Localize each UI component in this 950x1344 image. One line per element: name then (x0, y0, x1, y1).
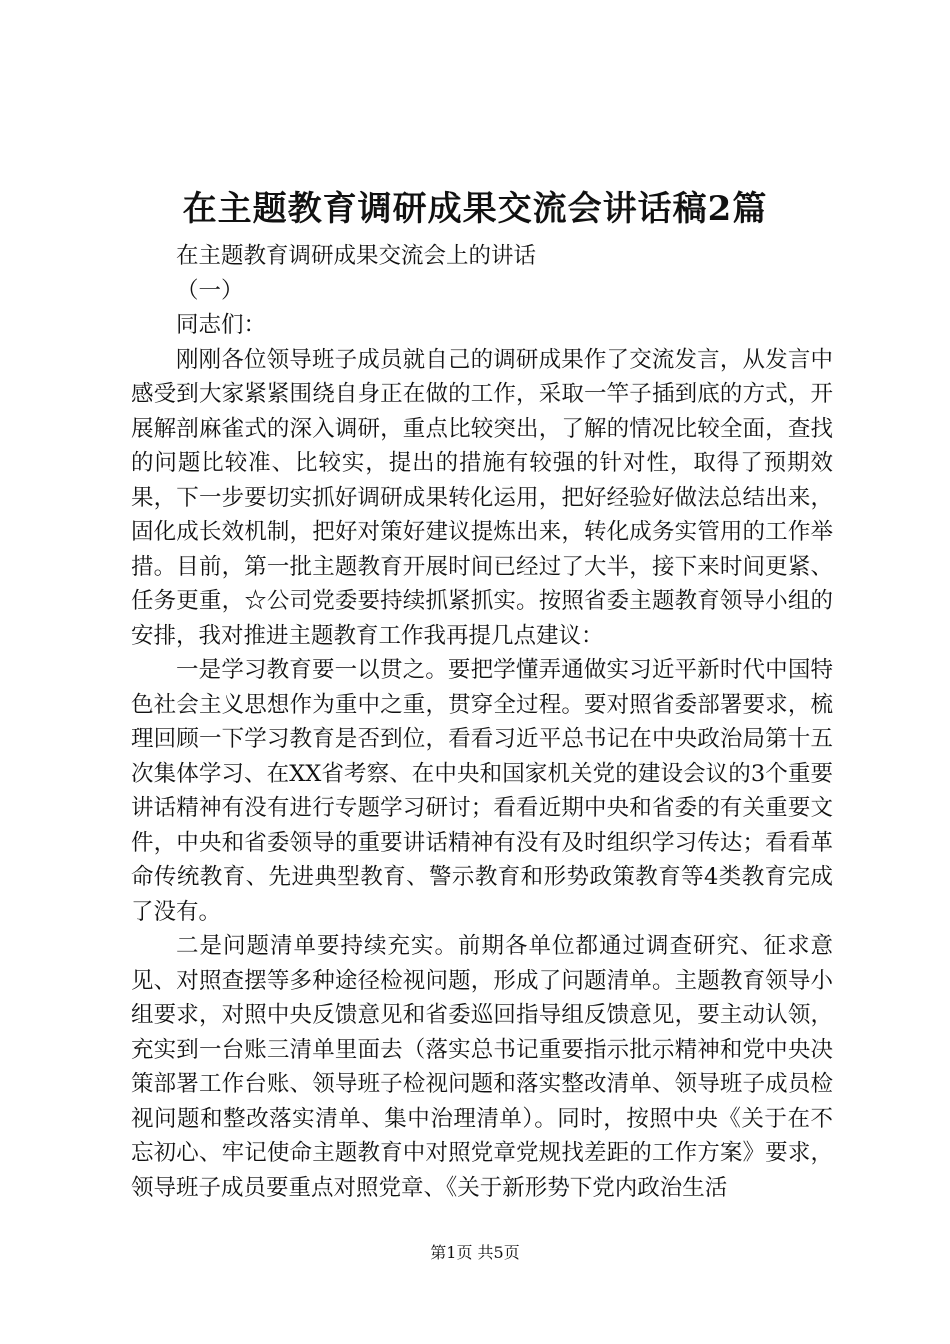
salutation: 同志们： (176, 312, 267, 338)
section-marker: （一） (176, 277, 244, 304)
paragraph-1: 刚刚各位领导班子成员就自己的调研成果作了交流发言，从发言中感受到大家紧紧围绕自身正在做的工作，采取一竿子插到底的方式，开展解剖麻雀式的深入调研，重点比较突出，了解的情况比较全面，查找的问题比较准、比较实，提出的措施有较强的针对性，取得了预期效果，下一步要切实抓好调研成果转化运用，把好经验好做法总结出来，固化成长效机制，把好对策好建议提炼出来，转化成务实管用的工作举措。目前，第一批主题教育开展时间已经过了大半，接下来时间更紧、任务更重，☆公司党委要持续抓紧抓实。按照省委主题教育领导小组的安排，我对推进主题教育工作我再提几点建议： (131, 346, 833, 649)
document-title: 在主题教育调研成果交流会讲话稿2篇 (182, 189, 768, 229)
paragraph-3: 二是问题清单要持续充实。前期各单位都通过调查研究、征求意见、对照查摆等多种途径检视问题，形成了问题清单。主题教育领导小组要求，对照中央反馈意见和省委巡回指导组反馈意见，要主动认领，充实到一台账三清单里面去（落实总书记重要指示批示精神和党中央决策部署工作台账、领导班子检视问题和落实整改清单、领导班子成员检视问题和整改落实清单、集中治理清单）。同时，按照中央《关于在不忘初心、牢记使命主题教育中对照党章党规找差距的工作方案》要求，领导班子成员要重点对照党章、《关于新形势下党内政治生活 (131, 933, 833, 1201)
document-subtitle: 在主题教育调研成果交流会上的讲话 (176, 243, 537, 269)
paragraph-2: 一是学习教育要一以贯之。要把学懂弄通做实习近平新时代中国特色社会主义思想作为重中之重，贯穿全过程。要对照省委部署要求，梳理回顾一下学习教育是否到位，看看习近平总书记在中央政治局第十五次集体学习、在XX省考察、在中央和国家机关党的建设会议的3个重要讲话精神有没有进行专题学习研讨；看看近期中央和省委的有关重要文件，中央和省委领导的重要讲话精神有没有及时组织学习传达；看看革命传统教育、先进典型教育、警示教育和形势政策教育等4类教育完成了没有。 (131, 657, 833, 925)
document-body (131, 239, 833, 1205)
page-footer: 第1页 共5页 (430, 1243, 520, 1262)
